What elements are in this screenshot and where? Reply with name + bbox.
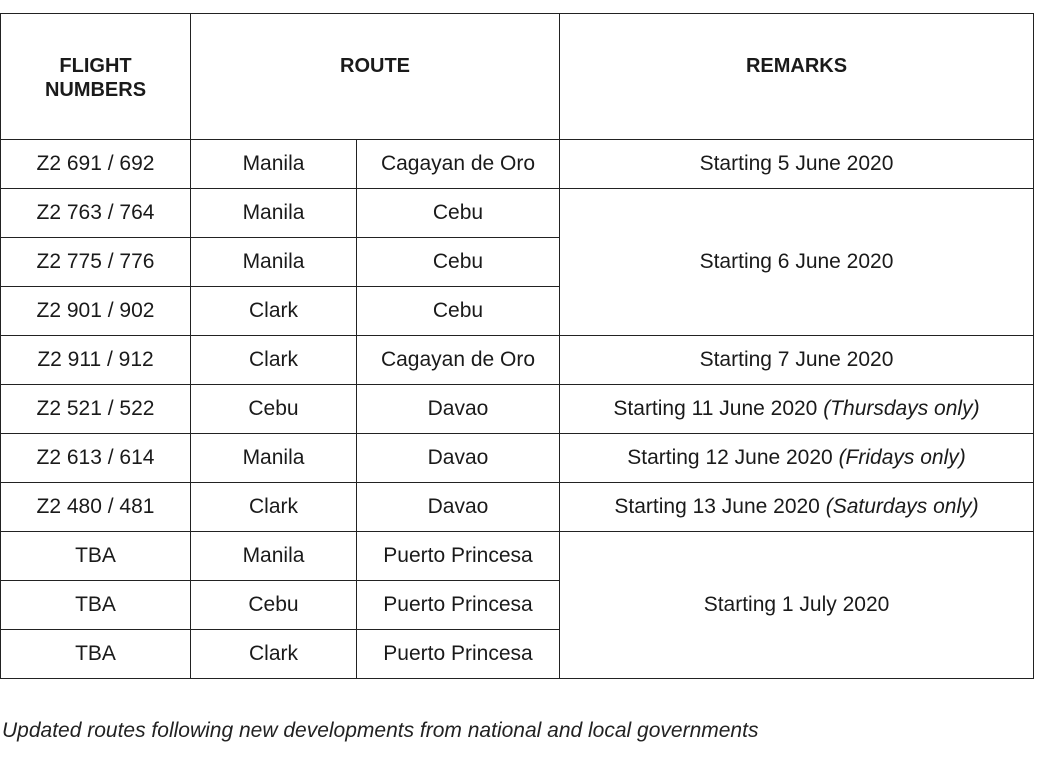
origin-cell: Cebu xyxy=(191,385,357,434)
origin-cell: Clark xyxy=(191,483,357,532)
table-row xyxy=(1,434,1034,483)
remarks-cell: Starting 7 June 2020 xyxy=(560,336,1034,385)
destination-cell: Puerto Princesa xyxy=(357,532,560,581)
origin-cell: Manila xyxy=(191,140,357,189)
flight-number-cell: Z2 691 / 692 xyxy=(1,140,191,189)
origin-cell: Manila xyxy=(191,532,357,581)
table-row xyxy=(1,532,1034,581)
flight-number-cell: TBA xyxy=(1,630,191,679)
destination-cell: Cagayan de Oro xyxy=(357,336,560,385)
destination-cell: Davao xyxy=(357,483,560,532)
flight-schedule-table xyxy=(0,13,1034,679)
flight-number-cell: Z2 521 / 522 xyxy=(1,385,191,434)
destination-cell: Cagayan de Oro xyxy=(357,140,560,189)
destination-cell: Cebu xyxy=(357,287,560,336)
origin-cell: Manila xyxy=(191,189,357,238)
remarks-cell: Starting 13 June 2020 (Saturdays only) xyxy=(560,483,1034,532)
destination-cell: Davao xyxy=(357,385,560,434)
origin-cell: Clark xyxy=(191,287,357,336)
origin-cell: Clark xyxy=(191,630,357,679)
remarks-cell: Starting 1 July 2020 xyxy=(560,532,1034,679)
header-route: ROUTE xyxy=(191,14,560,140)
remarks-note: (Fridays only) xyxy=(838,446,966,469)
flight-number-cell: Z2 763 / 764 xyxy=(1,189,191,238)
table-row xyxy=(1,336,1034,385)
header-flight-numbers: FLIGHT NUMBERS xyxy=(1,14,191,140)
header-row xyxy=(1,14,1034,140)
remarks-cell: Starting 6 June 2020 xyxy=(560,189,1034,336)
destination-cell: Puerto Princesa xyxy=(357,630,560,679)
table-row xyxy=(1,140,1034,189)
flight-number-cell: Z2 911 / 912 xyxy=(1,336,191,385)
flight-number-cell: Z2 775 / 776 xyxy=(1,238,191,287)
origin-cell: Cebu xyxy=(191,581,357,630)
remarks-cell: Starting 5 June 2020 xyxy=(560,140,1034,189)
table-row xyxy=(1,483,1034,532)
remarks-cell: Starting 12 June 2020 (Fridays only) xyxy=(560,434,1034,483)
header-remarks: REMARKS xyxy=(560,14,1034,140)
remarks-cell: Starting 11 June 2020 (Thursdays only) xyxy=(560,385,1034,434)
remarks-note: (Saturdays only) xyxy=(825,495,979,518)
flight-number-cell: Z2 901 / 902 xyxy=(1,287,191,336)
flight-number-cell: Z2 480 / 481 xyxy=(1,483,191,532)
origin-cell: Clark xyxy=(191,336,357,385)
destination-cell: Cebu xyxy=(357,238,560,287)
remarks-note: (Thursdays only) xyxy=(823,397,980,420)
flight-number-cell: TBA xyxy=(1,581,191,630)
table-row xyxy=(1,189,1034,238)
destination-cell: Davao xyxy=(357,434,560,483)
flight-number-cell: TBA xyxy=(1,532,191,581)
table-row xyxy=(1,385,1034,434)
table-caption: Updated routes following new developments from national and local governments xyxy=(2,719,759,742)
destination-cell: Cebu xyxy=(357,189,560,238)
flight-number-cell: Z2 613 / 614 xyxy=(1,434,191,483)
origin-cell: Manila xyxy=(191,238,357,287)
destination-cell: Puerto Princesa xyxy=(357,581,560,630)
origin-cell: Manila xyxy=(191,434,357,483)
